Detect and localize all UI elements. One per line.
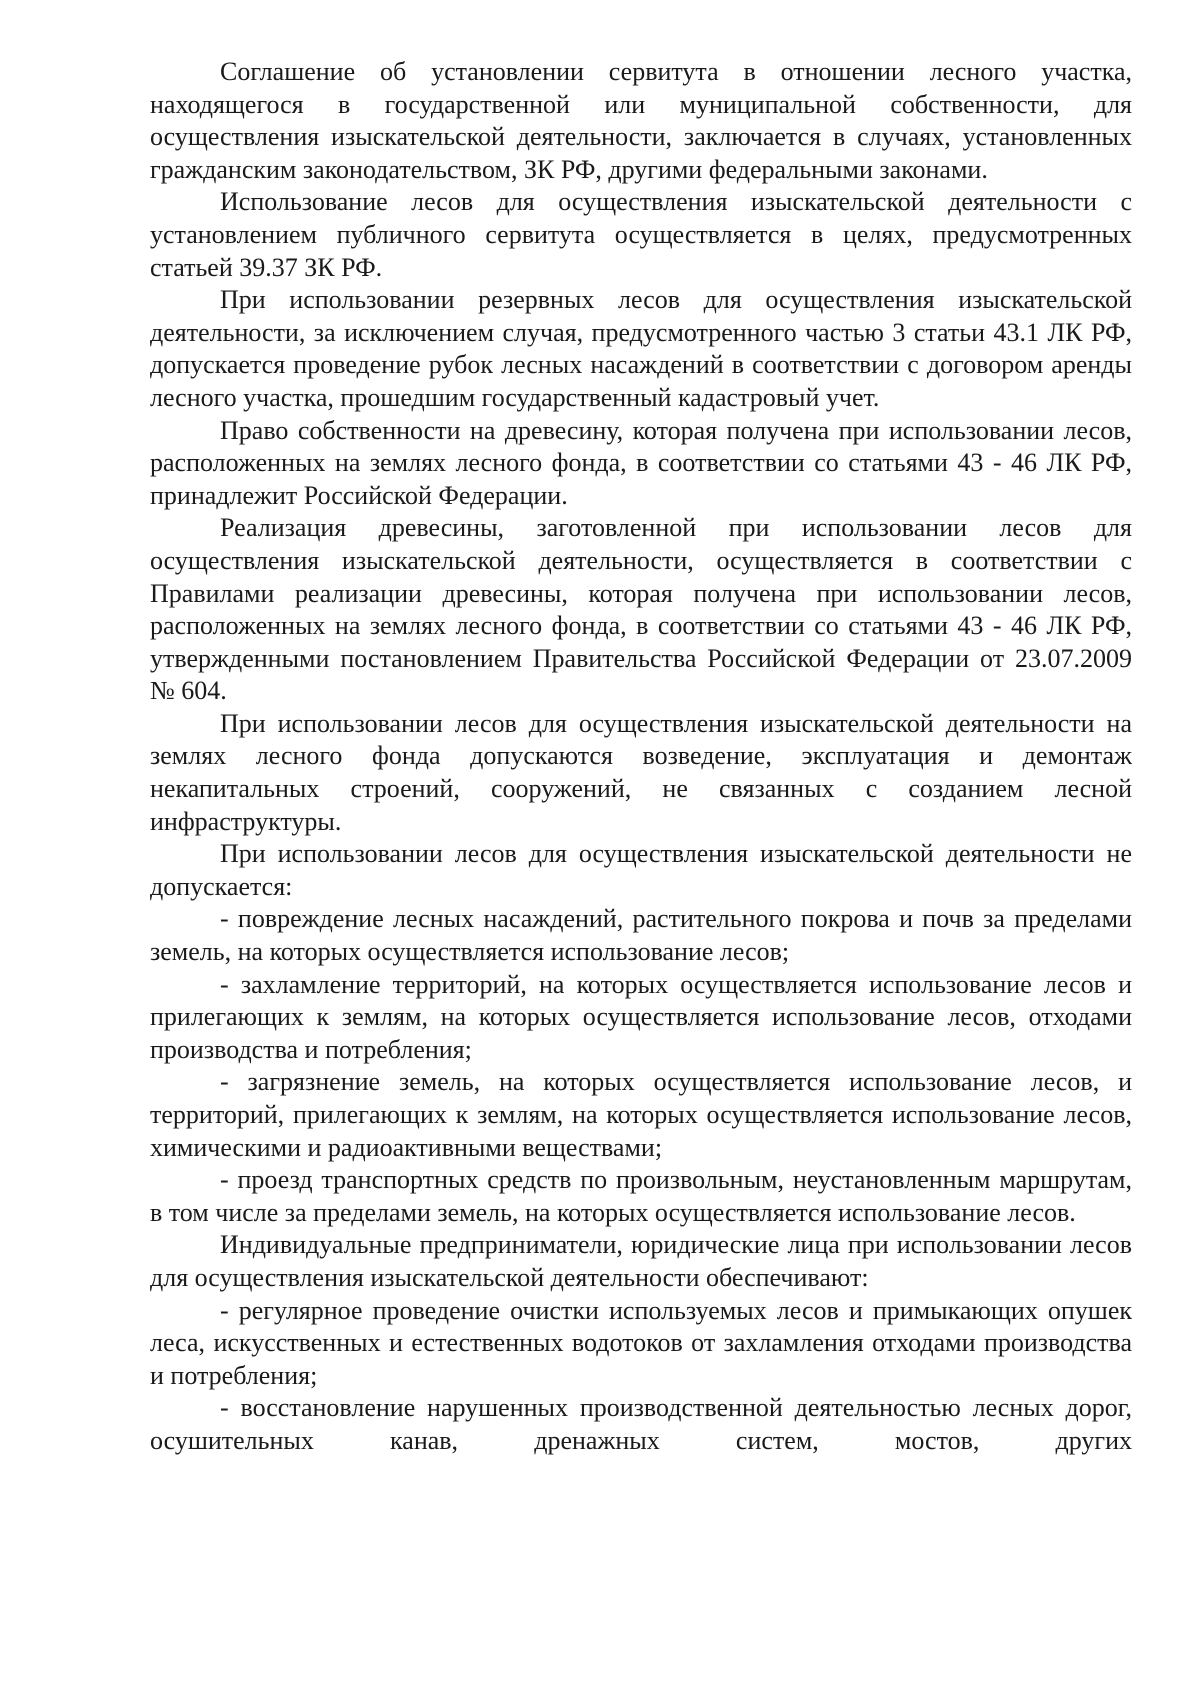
paragraph-public-servitude: Использование лесов для осуществления изыскательской деятельности с установлением публичного сервитута осуществляется в целях, предусмотренных статьей 39.37 ЗК РФ. xyxy=(150,187,1132,282)
list-item-pollution: - загрязнение земель, на которых осуществляется использование лесов, и территорий, прилегающих к землям, на которых осуществляется использование лесов, химическими и радиоактивными веществами; xyxy=(150,1067,1132,1162)
paragraph-wood-sale: Реализация древесины, заготовленной при использовании лесов для осуществления изыскательской деятельности, осуществляется в соответствии с Правилами реализации древесины, которая получена при использовании лесов, расположенных на землях лесного фонда, в соответствии со статьями 43 - 46 ЛК РФ, утвержденными постановлением Правительства Российской Федерации от 23.07.2009 № 604. xyxy=(150,513,1132,706)
paragraph-reserve-forests: При использовании резервных лесов для осуществления изыскательской деятельности, за исключением случая, предусмотренного частью 3 статьи 43.1 ЛК РФ, допускается проведение рубок лесных насаждений в соответствии с договором аренды лесного участка, прошедшим государственный кадастровый учет. xyxy=(150,285,1132,412)
list-item-cleaning: - регулярное проведение очистки используемых лесов и примыкающих опушек леса, искусственных и естественных водотоков от захламления отходами производства и потребления; xyxy=(150,1295,1132,1390)
list-item-littering: - захламление территорий, на которых осуществляется использование лесов и прилегающих к землям, на которых осуществляется использование лесов, отходами производства и потребления; xyxy=(150,969,1132,1064)
paragraph-temporary-structures: При использовании лесов для осуществления изыскательской деятельности на землях лесного фонда допускаются возведение, эксплуатация и демонтаж некапитальных строений, сооружений, не связанных с созданием лесной инфраструктуры. xyxy=(150,708,1132,836)
paragraph-servitude-agreement: Соглашение об установлении сервитута в отношении лесного участка, находящегося в государственной или муниципальной собственности, для осуществления изыскательской деятельности, заключается в случаях, установленных гражданским законодательством, ЗК РФ, другими федеральными законами. xyxy=(150,57,1132,184)
paragraph-obligations-intro: Индивидуальные предприниматели, юридические лица при использовании лесов для осуществления изыскательской деятельности обеспечивают: xyxy=(150,1230,1132,1292)
paragraph-prohibited-intro: При использовании лесов для осуществления изыскательской деятельности не допускается: xyxy=(150,839,1132,901)
document-page xyxy=(150,56,1132,1656)
paragraph-wood-ownership: Право собственности на древесину, которая получена при использовании лесов, расположенных на землях лесного фонда, в соответствии со статьями 43 - 46 ЛК РФ, принадлежит Российской Федерации. xyxy=(150,415,1132,510)
list-item-damage: - повреждение лесных насаждений, растительного покрова и почв за пределами земель, на которых осуществляется использование лесов; xyxy=(150,904,1132,967)
list-item-restoration: - восстановление нарушенных производственной деятельностью лесных дорог, осушительных канав, дренажных систем, мостов, других xyxy=(150,1393,1132,1455)
list-item-vehicle-passage: - проезд транспортных средств по произвольным, неустановленным маршрутам, в том числе за пределами земель, на которых осуществляется использование лесов. xyxy=(150,1165,1132,1227)
